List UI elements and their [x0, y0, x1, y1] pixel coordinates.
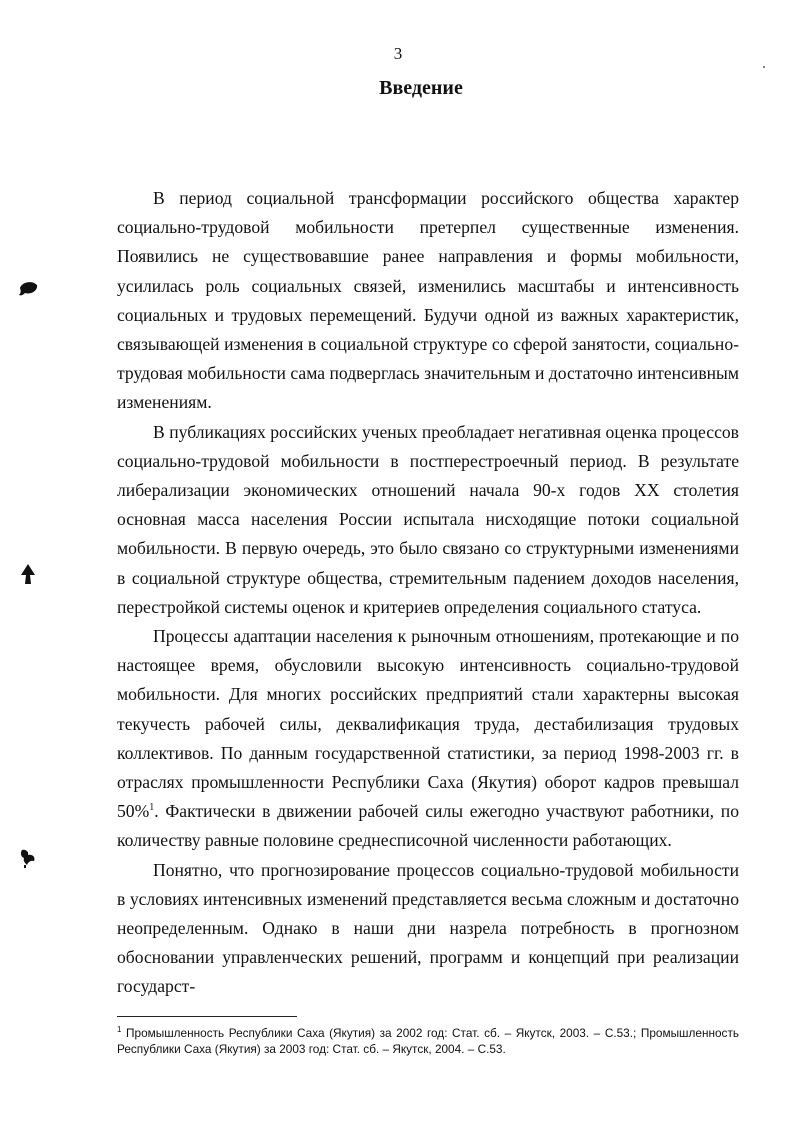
paragraph-4: Понятно, что прогнозирование процессов социально-трудовой мобильности в условиях интенсивных изменений представляется весьма сложным и достаточно неопределенным. Однако в наши дни назрела потребность в прогнозном обосновании управленческих решений, программ и концепций при реализации государст- [117, 859, 739, 997]
footnote-divider [117, 1016, 297, 1017]
scan-artifact-icon [16, 276, 40, 300]
body-text [117, 184, 739, 1002]
paragraph-1: В период социальной трансформации российского общества характер социально-трудовой мобильности претерпел существенные изменения. Появились не существовавшие ранее направления и формы мобильности, усилилась роль социальных связей, изменились масштабы и интенсивность социальных и трудовых перемещений. Будучи одной из важных характеристик, связывающей изменения в социальной структуре со сферой занятости, социально-трудовая мобильности сама подверглась значительным и достаточно интенсивным изменениям. [117, 188, 739, 413]
footnote [117, 1025, 739, 1057]
scan-artifact-icon [16, 846, 40, 870]
paragraph-3 [117, 622, 739, 856]
footnote-reference: 1 [149, 802, 155, 814]
scan-artifact-icon [16, 562, 40, 586]
footnote-text: Промышленность Республики Саха (Якутия) за 2002 год: Стат. сб. – Якутск, 2003. – С.53.; Промышленность Республики Саха (Якутия) за 2003 год: Стат. сб. – Якутск, 2004. – С.53. [117, 1026, 739, 1056]
paragraph-2: В публикациях российских ученых преобладает негативная оценка процессов социально-трудовой мобильности в постперестроечный период. В результате либерализации экономических отношений начала 90-х годов XX столетия основная масса населения России испытала нисходящие потоки социальной мобильности. В первую очередь, это было связано со структурными изменениями в социальной структуре общества, стремительным падением доходов населения, перестройкой системы оценок и критериев определения социального статуса. [117, 421, 739, 617]
paragraph-3-text-a: Процессы адаптации населения к рыночным отношениям, протекающие и по настоящее время, обусловили высокую интенсивность социально-трудовой мобильности. Для многих российских предприятий стали характерны высокая текучесть рабочей силы, деквалификация труда, дестабилизация трудовых коллективов. По данным государственной статистики, за период 1998-2003 гг. в отраслях промышленности Республики Саха (Якутия) оборот кадров превышал 50% [117, 626, 739, 822]
paragraph-3-text-b: . Фактически в движении рабочей силы ежегодно участвуют работники, по количеству равные половине среднесписочной численности работающих. [117, 801, 739, 851]
page-number: 3 [393, 44, 403, 63]
scan-speck [763, 66, 765, 68]
page-title: Введение [379, 77, 463, 99]
footnote-marker: 1 [117, 1025, 122, 1035]
